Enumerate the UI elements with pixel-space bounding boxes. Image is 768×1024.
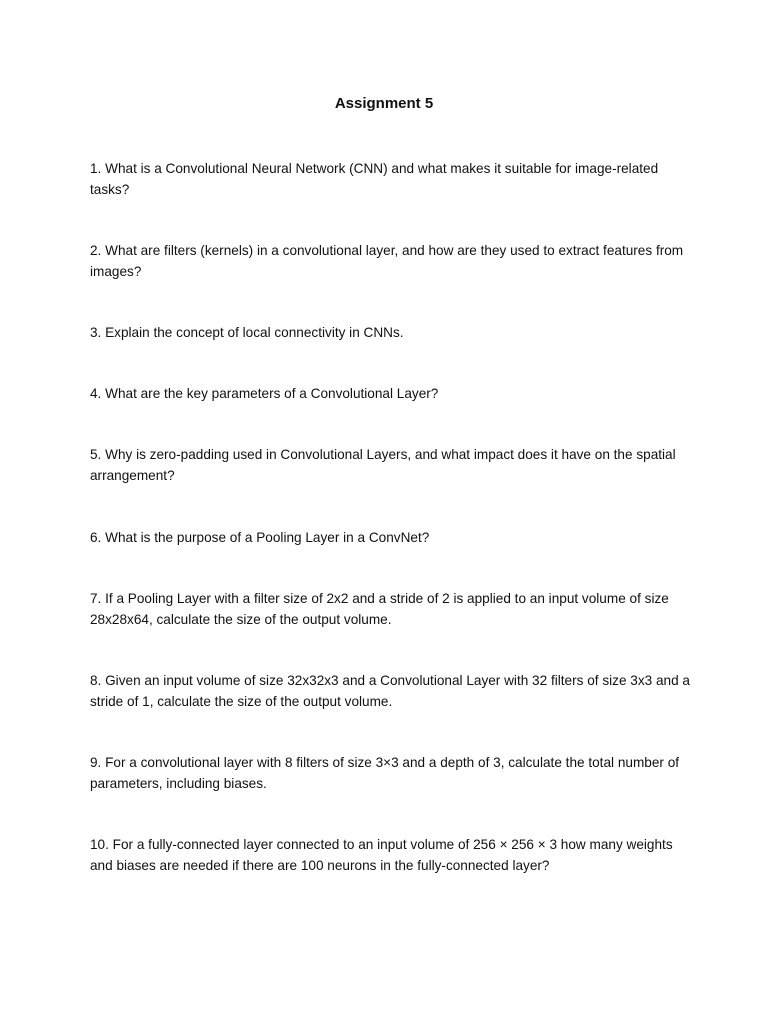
question-3: 3. Explain the concept of local connectivity in CNNs. (90, 325, 404, 340)
question-2: 2. What are filters (kernels) in a convolutional layer, and how are they used to extract features from images? (90, 243, 684, 279)
question-1: 1. What is a Convolutional Neural Network (CNN) and what makes it suitable for image-related tasks? (90, 161, 659, 197)
question-8: 8. Given an input volume of size 32x32x3 and a Convolutional Layer with 32 filters of size 3x3 and a stride of 1, calculate the size of the output volume. (90, 673, 690, 709)
question-4: 4. What are the key parameters of a Convolutional Layer? (90, 386, 439, 401)
question-6: 6. What is the purpose of a Pooling Layer in a ConvNet? (90, 530, 430, 545)
question-9: 9. For a convolutional layer with 8 filters of size 3×3 and a depth of 3, calculate the total number of parameters, including biases. (90, 755, 680, 791)
page-title: Assignment 5 (334, 95, 434, 112)
question-5: 5. Why is zero-padding used in Convolutional Layers, and what impact does it have on the spatial arrangement? (90, 447, 676, 483)
question-7: 7. If a Pooling Layer with a filter size of 2x2 and a stride of 2 is applied to an input volume of size 28x28x64, calculate the size of the output volume. (90, 591, 669, 627)
question-10: 10. For a fully-connected layer connected to an input volume of 256 × 256 × 3 how many weights and biases are needed if there are 100 neurons in the fully-connected layer? (90, 837, 673, 873)
